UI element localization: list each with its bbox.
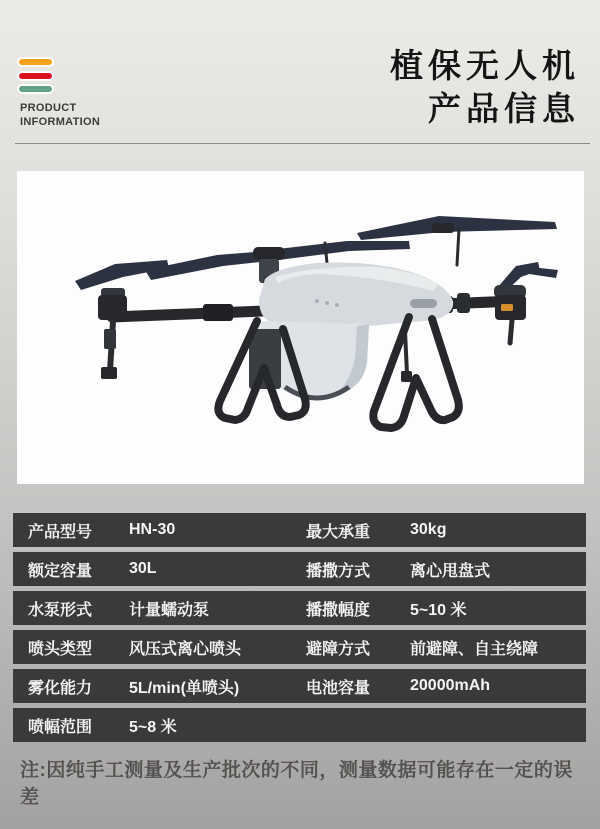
drone-spray-nozzle <box>101 367 117 379</box>
page-title-line1: 植保无人机 <box>390 47 580 84</box>
spec-label: 额定容量 <box>28 562 93 580</box>
spec-label: 产品型号 <box>28 523 93 541</box>
spec-row-spray-width <box>13 708 586 742</box>
spec-value: 风压式离心喷头 <box>129 640 242 658</box>
logo-teal-bar-icon <box>17 84 54 94</box>
logo-orange-bar-icon <box>17 57 54 67</box>
spec-value: 5~8 米 <box>129 718 177 736</box>
spec-value: 计量蠕动泵 <box>129 601 210 619</box>
spec-value: 5~10 米 <box>410 601 467 619</box>
brand-logo <box>17 57 54 98</box>
product-photo-panel <box>17 171 584 484</box>
drone-right-motor-pod <box>494 262 558 343</box>
spec-value: 20000mAh <box>410 677 491 694</box>
spec-value: 5L/min(单喷头) <box>129 679 240 697</box>
drone-antenna <box>457 229 459 265</box>
spec-value: 30kg <box>410 521 447 538</box>
spec-label: 播撒幅度 <box>306 601 371 619</box>
spec-table <box>13 513 586 747</box>
spec-label: 喷幅范围 <box>28 718 93 736</box>
spec-row-atomization <box>13 669 586 703</box>
page-title <box>390 44 580 130</box>
drone-illustration <box>17 171 584 484</box>
spec-label: 播撒方式 <box>306 562 371 580</box>
logo-red-bar-icon <box>17 71 54 81</box>
spec-label: 电池容量 <box>306 679 371 697</box>
spec-value: HN-30 <box>129 521 176 538</box>
spec-label: 喷头类型 <box>28 640 93 658</box>
spec-value: 30L <box>129 560 157 577</box>
spec-row-nozzle <box>13 630 586 664</box>
drone-rear-propeller <box>357 216 557 240</box>
measurement-disclaimer: 注:因纯手工测量及生产批次的不同，测量数据可能存在一定的误差 <box>20 760 573 808</box>
spec-value: 离心甩盘式 <box>410 562 491 580</box>
spec-row-pump <box>13 591 586 625</box>
spec-row-capacity <box>13 552 586 586</box>
spec-value: 前避障、自主绕障 <box>410 640 539 658</box>
logo-caption: PRODUCT INFORMATION <box>20 102 101 128</box>
spec-label: 最大承重 <box>306 523 371 541</box>
page-title-line2: 产品信息 <box>428 90 580 127</box>
spec-label: 避障方式 <box>306 640 371 658</box>
spec-row-model <box>13 513 586 547</box>
spec-label: 水泵形式 <box>28 601 93 619</box>
drone-beacon-light <box>501 304 513 311</box>
spec-label: 雾化能力 <box>28 679 93 697</box>
header-divider <box>15 143 590 144</box>
